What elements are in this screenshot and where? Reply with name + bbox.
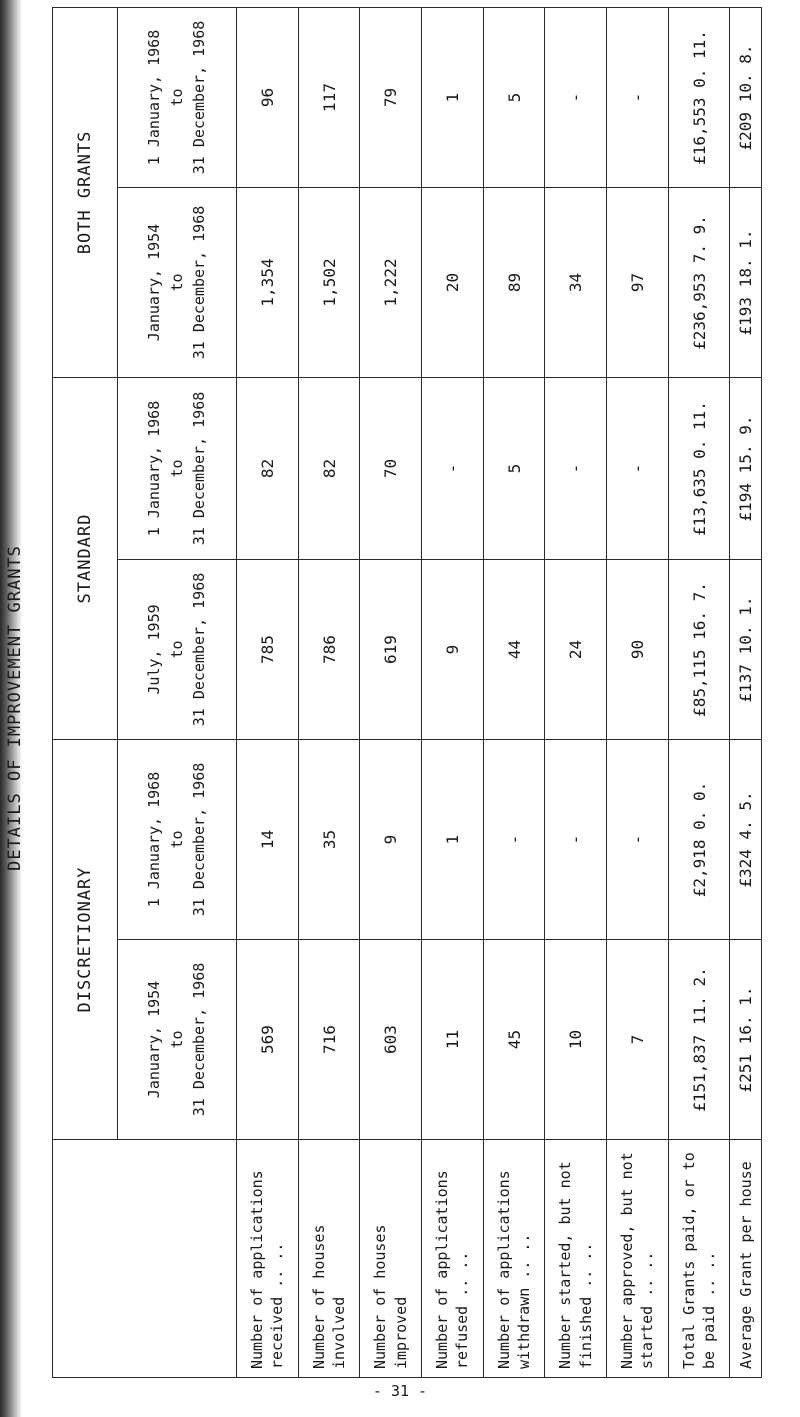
row-label: Total Grants paid, or to be paid .. .. <box>668 1140 730 1378</box>
row-label: Number of houses improved <box>360 1140 422 1378</box>
table-row <box>237 7 299 1377</box>
table-cell: - <box>607 7 669 187</box>
blank-corner <box>53 1140 237 1378</box>
table-cell: - <box>607 740 669 940</box>
table-row <box>545 7 607 1377</box>
table-cell: 11 <box>422 940 484 1140</box>
table-cell: 10 <box>545 940 607 1140</box>
table-cell: 1 <box>422 740 484 940</box>
table-cell: - <box>545 377 607 559</box>
table-cell: £13,635 0. 11. <box>668 377 730 559</box>
table-cell: - <box>483 740 545 940</box>
period-line: 31 December, 1968 <box>190 572 209 727</box>
period-line: to <box>167 459 186 478</box>
table-body <box>237 7 762 1377</box>
period-line: 1 January, 1968 <box>145 400 164 537</box>
table-row <box>607 7 669 1377</box>
table-cell: 96 <box>237 7 299 187</box>
table-cell: 603 <box>360 940 422 1140</box>
table-cell: 5 <box>483 377 545 559</box>
table-cell: £85,115 16. 7. <box>668 560 730 740</box>
period-line: July, 1959 <box>145 604 164 695</box>
table-container <box>52 8 762 1378</box>
period-line: 31 December, 1968 <box>190 962 209 1117</box>
period-header <box>118 940 237 1140</box>
table-cell: 716 <box>298 940 360 1140</box>
group-header-standard: STANDARD <box>53 377 118 739</box>
table-row <box>668 7 730 1377</box>
table-cell: 9 <box>422 560 484 740</box>
table-cell: 45 <box>483 940 545 1140</box>
period-line: to <box>167 830 186 849</box>
table-cell: 619 <box>360 560 422 740</box>
table-cell: 82 <box>237 377 299 559</box>
table-row <box>360 7 422 1377</box>
table-cell: £251 16. 1. <box>730 940 762 1140</box>
table-cell: - <box>545 740 607 940</box>
table-row <box>483 7 545 1377</box>
table-cell: £324 4. 5. <box>730 740 762 940</box>
table-cell: 44 <box>483 560 545 740</box>
row-label: Number started, but not finished .. .. <box>545 1140 607 1378</box>
table-cell: 569 <box>237 940 299 1140</box>
period-line: to <box>167 273 186 292</box>
row-label: Number approved, but not started .. .. <box>607 1140 669 1378</box>
period-line: January, 1954 <box>145 223 164 342</box>
table-row <box>298 7 360 1377</box>
page-number: - 31 - <box>372 1382 428 1400</box>
table-cell: 1,502 <box>298 187 360 377</box>
table-cell: 97 <box>607 187 669 377</box>
table-cell: 70 <box>360 377 422 559</box>
table-cell: 117 <box>298 7 360 187</box>
table-cell: 1,222 <box>360 187 422 377</box>
table-cell: 1,354 <box>237 187 299 377</box>
table-cell: 5 <box>483 7 545 187</box>
table-cell: 82 <box>298 377 360 559</box>
page-title: DETAILS OF IMPROVEMENT GRANTS <box>5 545 25 871</box>
table-cell: 34 <box>545 187 607 377</box>
table-cell: £137 10. 1. <box>730 560 762 740</box>
table-cell: £209 10. 8. <box>730 7 762 187</box>
period-line: 31 December, 1968 <box>190 391 209 546</box>
period-line: to <box>167 88 186 107</box>
table-cell: £16,553 0. 11. <box>668 7 730 187</box>
table-cell: 14 <box>237 740 299 940</box>
table-cell: 786 <box>298 560 360 740</box>
table-cell: 20 <box>422 187 484 377</box>
period-line: 31 December, 1968 <box>190 205 209 360</box>
table-cell: 7 <box>607 940 669 1140</box>
table-cell: 79 <box>360 7 422 187</box>
group-header-discretionary: DISCRETIONARY <box>53 740 118 1140</box>
table-cell: - <box>422 377 484 559</box>
table-cell: 90 <box>607 560 669 740</box>
period-header <box>118 560 237 740</box>
table-cell: 1 <box>422 7 484 187</box>
rotated-table <box>52 8 762 1378</box>
row-label: Average Grant per house <box>730 1140 762 1378</box>
period-line: 1 January, 1968 <box>145 771 164 908</box>
period-header <box>118 740 237 940</box>
table-cell: - <box>545 7 607 187</box>
period-line: 31 December, 1968 <box>190 762 209 917</box>
table-cell: 785 <box>237 560 299 740</box>
improvement-grants-table <box>52 7 762 1378</box>
row-label: Number of applications refused .. .. <box>422 1140 484 1378</box>
period-line: 31 December, 1968 <box>190 20 209 175</box>
table-cell: 9 <box>360 740 422 940</box>
table-row <box>730 7 762 1377</box>
table-cell: £236,953 7. 9. <box>668 187 730 377</box>
period-header <box>118 187 237 377</box>
table-cell: 89 <box>483 187 545 377</box>
table-cell: 24 <box>545 560 607 740</box>
period-header <box>118 7 237 187</box>
period-line: 1 January, 1968 <box>145 29 164 166</box>
table-cell: 35 <box>298 740 360 940</box>
row-label: Number of houses involved <box>298 1140 360 1378</box>
group-header-row <box>53 7 118 1377</box>
period-line: to <box>167 1030 186 1049</box>
table-cell: £2,918 0. 0. <box>668 740 730 940</box>
group-header-both: BOTH GRANTS <box>53 7 118 377</box>
table-cell: - <box>607 377 669 559</box>
period-line: January, 1954 <box>145 980 164 1099</box>
table-row <box>422 7 484 1377</box>
period-line: to <box>167 640 186 659</box>
period-header <box>118 377 237 559</box>
row-label: Number of applications received .. .. <box>237 1140 299 1378</box>
table-cell: £193 18. 1. <box>730 187 762 377</box>
row-label: Number of applications withdrawn .. .. <box>483 1140 545 1378</box>
table-cell: £194 15. 9. <box>730 377 762 559</box>
table-cell: £151,837 11. 2. <box>668 940 730 1140</box>
